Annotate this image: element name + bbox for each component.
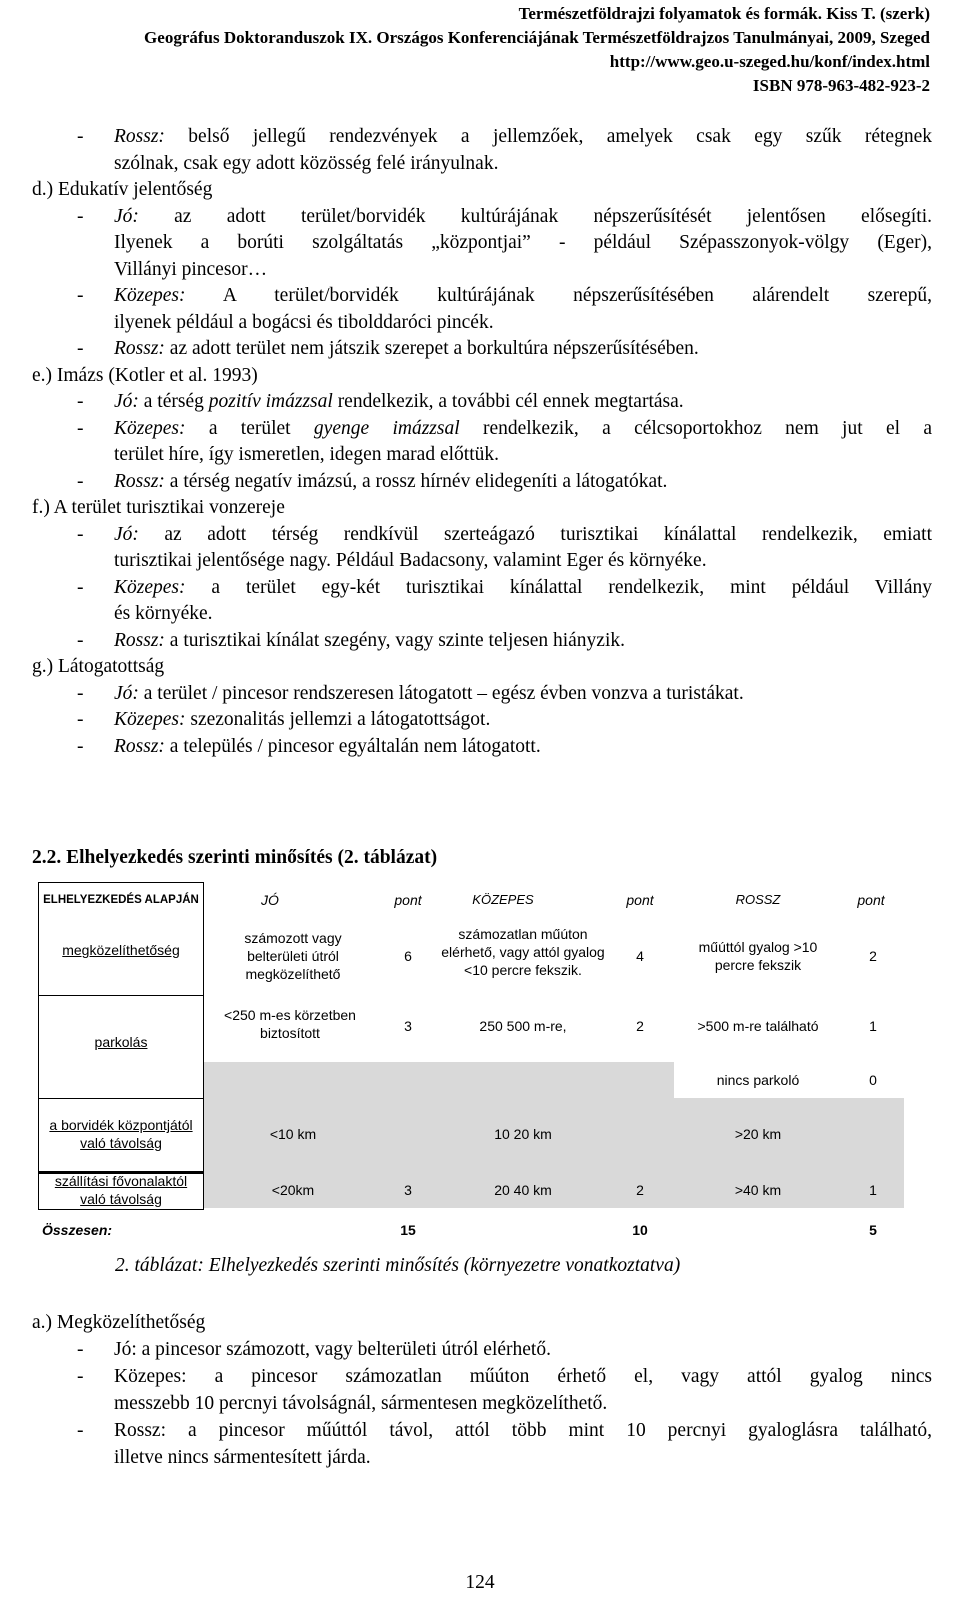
row-label-fovonalaktol-tavolsag: szállítási fővonalaktól való távolság [54,1173,188,1207]
r1-rossz: műúttól gyalog >10 percre fekszik [698,939,818,973]
section-heading: f.) A terület turisztikai vonzereje [32,497,285,518]
list-item: - Jó: a pincesor számozott, vagy belterületi útról elérhető. [77,1339,551,1360]
header-line-4: ISBN 978-963-482-923-2 [752,76,930,95]
row-label-parkolas: parkolás [94,1034,148,1050]
table-caption: 2. táblázat: Elhelyezkedés szerinti minősítés (környezetre vonatkoztatva) [115,1255,681,1276]
r1-kozepes-pont: 4 [636,948,644,964]
r3-rossz: >20 km [734,1126,782,1142]
list-item-continuation: messzebb 10 percnyi távolságnál, sármentesen megközelíthető. [114,1393,608,1414]
column-header-kozepes: KÖZEPES [472,892,534,907]
header-line-2: Geográfus Doktoranduszok IX. Országos Konferenciájának Természetföldrajzos Tanulmányai, 2009, Szeged [144,28,930,47]
table-corner-header: ELHELYEZKEDÉS ALAPJÁN [43,894,199,906]
r2b-rossz: nincs parkoló [716,1072,800,1088]
list-item: - Jó: a térség pozitív imázzsal rendelkezik, a további cél ennek megtartása. [77,391,684,412]
total-label: Összesen: [42,1222,113,1238]
section-heading: g.) Látogatottság [32,656,165,677]
section-heading: d.) Edukatív jelentőség [32,179,213,200]
list-item-continuation: ilyenek például a bogácsi és tibolddaróci pincék. [114,311,494,333]
list-item-continuation: turisztikai jelentősége nagy. Például Badacsony, valamint Eger és környéke. [114,550,707,571]
list-item: - Közepes: szezonalitás jellemzi a látogatottságot. [77,709,491,730]
r4-rossz: >40 km [734,1182,782,1198]
page-header [144,2,930,98]
r2-kozepes: 250 500 m-re, [479,1018,567,1034]
r2-jo-pont: 3 [404,1018,412,1034]
body-text [32,124,932,760]
column-header-pont: pont [857,892,885,908]
r4-jo-pont: 3 [404,1182,412,1198]
r1-kozepes: számozatlan műúton elérhető, vagy attól gyalog <10 percre fekszik. [441,926,605,978]
list-item: - Közepes: a pincesor számozatlan műúton érhető el, vagy attól gyalog nincs [77,1366,932,1387]
r1-rossz-pont: 2 [869,948,877,964]
r1-jo-pont: 6 [404,948,412,964]
row-label-megkozelithetoseg: megközelíthetőség [62,942,180,958]
list-item-continuation: és környéke. [114,603,213,624]
total-kozepes: 10 [632,1222,648,1238]
list-item: - Közepes: A terület/borvidék kultúrájának népszerűsítésében alárendelt szerepű, [77,285,932,306]
list-item: - Jó: a terület / pincesor rendszeresen látogatott – egész évben vonzva a turistákat. [77,682,744,704]
r4-kozepes-pont: 2 [636,1182,644,1198]
page-number: 124 [465,1572,495,1593]
grey-cell [204,1062,674,1098]
list-item-continuation: terület híre, így ismeretlen, idegen marad előttük. [114,444,499,465]
list-item: - Rossz: belső jellegű rendezvények a jellemzőek, amelyek csak egy szűk rétegnek [77,126,932,147]
r4-rossz-pont: 1 [869,1182,877,1198]
total-jo: 15 [400,1222,416,1238]
list-item: - Közepes: a terület egy-két turisztikai kínálattal rendelkezik, mint például Villány [77,576,932,598]
column-header-pont: pont [394,892,422,908]
list-item: - Jó: az adott terület/borvidék kultúrájának népszerűsítését jelentősen elősegíti. [77,205,932,227]
header-line-3: http://www.geo.u-szeged.hu/konf/index.html [609,52,930,71]
r2-jo: <250 m-es körzetben biztosított [224,1007,356,1041]
list-item-continuation: szólnak, csak egy adott közösség felé irányulnak. [114,152,499,174]
list-item: - Rossz: a település / pincesor egyáltalán nem látogatott. [77,735,541,757]
r2b-rossz-pont: 0 [869,1072,877,1088]
r2-rossz-pont: 1 [869,1018,877,1034]
r4-kozepes: 20 40 km [494,1182,552,1198]
r2-kozepes-pont: 2 [636,1018,644,1034]
header-line-1: Természetföldrajzi folyamatok és formák. Kiss T. (szerk) [518,4,930,23]
section-title: 2.2. Elhelyezkedés szerinti minősítés (2. táblázat) [32,847,438,868]
column-header-rossz: ROSSZ [735,892,781,907]
list-item-continuation: Villányi pincesor… [114,258,268,280]
section-heading: a.) Megközelíthetőség [32,1312,206,1333]
list-item: - Jó: az adott térség rendkívül szerteágazó turisztikai kínálattal rendelkezik, emiatt [77,523,932,545]
section-heading: e.) Imázs (Kotler et al. 1993) [32,364,258,386]
list-item: - Közepes: a terület gyenge imázzsal rendelkezik, a célcsoportokhoz nem jut el a [77,417,933,439]
list-item-continuation: illetve nincs sármentesített járda. [114,1447,371,1468]
r3-kozepes: 10 20 km [494,1126,552,1142]
r4-jo: <20km [271,1182,315,1198]
list-item: - Rossz: a turisztikai kínálat szegény, vagy szinte teljesen hiányzik. [77,629,625,651]
list-item-continuation: Ilyenek a borúti szolgáltatás „központjai” - például Szépasszonyok-völgy (Eger), [114,232,932,253]
lower-text [32,1309,932,1471]
row-label-kozponttol-tavolsag: a borvidék központjától való távolság [49,1117,193,1151]
column-header-jo: JÓ [261,892,279,908]
list-item: - Rossz: az adott terület nem játszik szerepet a borkultúra népszerűsítésében. [77,338,699,359]
r2-rossz: >500 m-re található [697,1018,819,1034]
r1-jo: számozott vagy belterületi útról megközelíthető [244,930,342,982]
column-header-pont: pont [626,892,654,908]
list-item: - Rossz: a térség negatív imázsú, a rossz hírnév elidegeníti a látogatókat. [77,470,668,492]
r3-jo: <10 km [269,1126,317,1142]
list-item: - Rossz: a pincesor műúttól távol, attól több mint 10 percnyi gyaloglásra található, [77,1420,932,1441]
total-rossz: 5 [869,1222,877,1238]
rating-table [38,882,904,1263]
